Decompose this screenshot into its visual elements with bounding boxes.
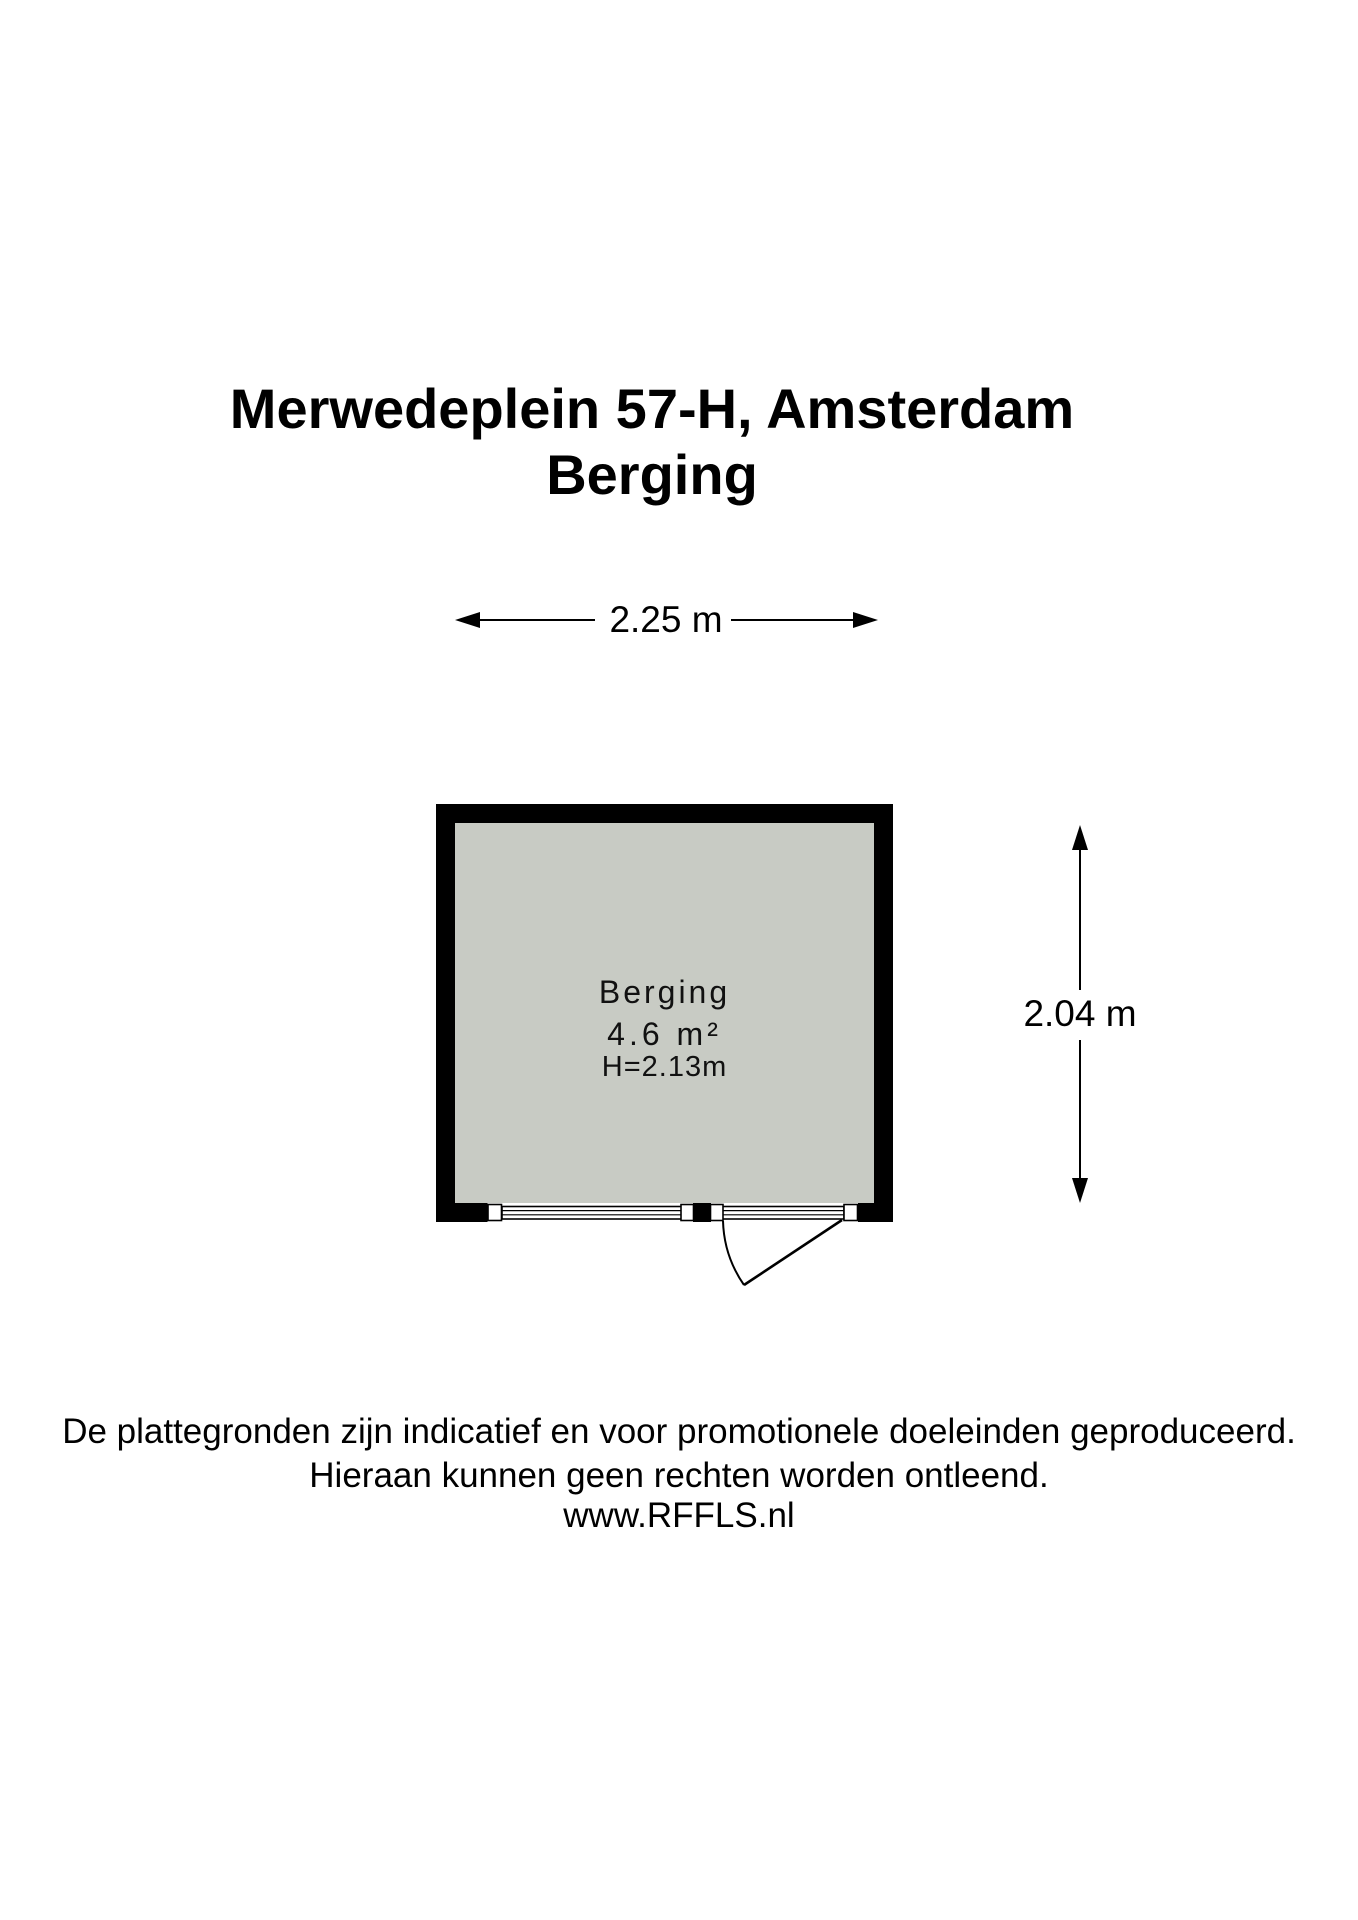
wall-segment [693, 1203, 711, 1222]
window-cap [844, 1205, 858, 1221]
arrowhead-up-icon [1072, 825, 1088, 850]
window-right [711, 1205, 858, 1221]
door-swing-arc [723, 1221, 744, 1285]
arrowhead-down-icon [1072, 1178, 1088, 1203]
door-leaf [744, 1220, 842, 1285]
window-right-frame [723, 1207, 845, 1220]
window-cap [711, 1205, 724, 1221]
door [723, 1220, 842, 1285]
width-dimension-label: 2.25 m [609, 599, 723, 640]
room-name-label: Berging [598, 974, 731, 1010]
disclaimer-line-1: De plattegronden zijn indicatief en voor promotionele doeleinden geproduceerd. [62, 1412, 1296, 1451]
window-left [488, 1205, 694, 1221]
window-cap [681, 1205, 694, 1221]
window-cap [488, 1205, 502, 1221]
disclaimer-line-2: Hieraan kunnen geen rechten worden ontleend. [309, 1456, 1049, 1495]
room-area-label: 4.6 m² [607, 1016, 722, 1052]
height-dimension-label: 2.04 m [1023, 993, 1137, 1034]
page-title-address: Merwedeplein 57-H, Amsterdam [229, 377, 1075, 440]
website-url: www.RFFLS.nl [563, 1496, 795, 1535]
room-ceiling-height-label: H=2.13m [601, 1051, 728, 1083]
page-title-room: Berging [546, 443, 758, 506]
room-floor [455, 823, 874, 1203]
window-left-frame [502, 1207, 682, 1220]
